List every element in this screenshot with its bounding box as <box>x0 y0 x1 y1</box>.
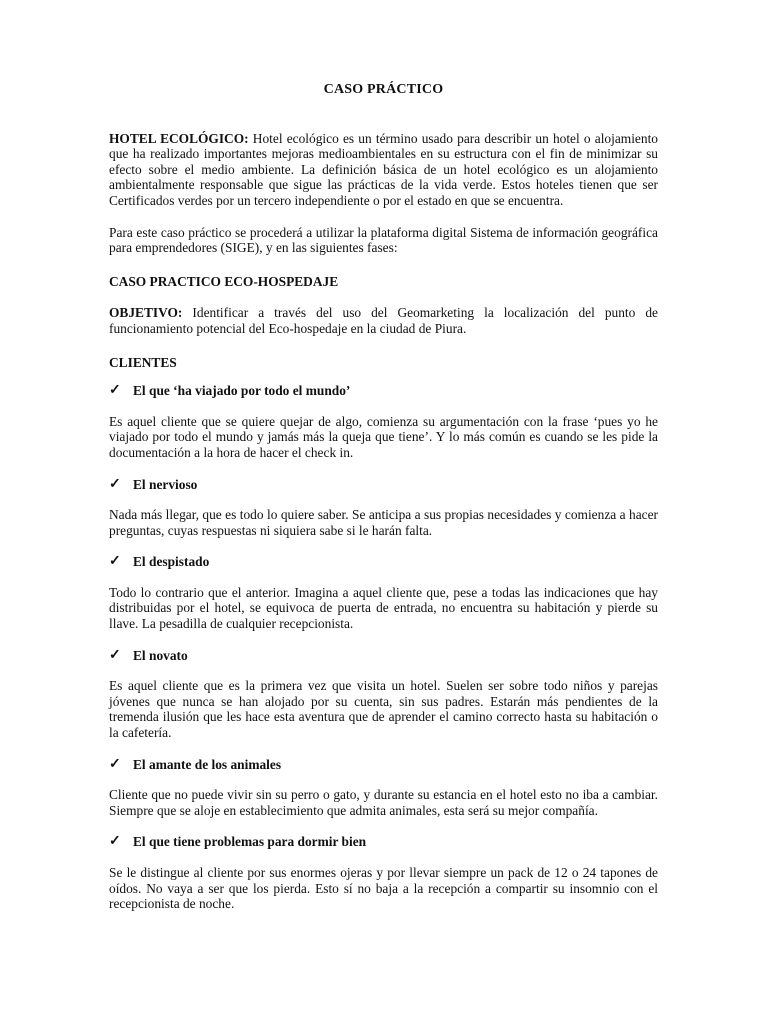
client-item-text: Cliente que no puede vivir sin su perro o gato, y durante su estancia en el hotel esto no iba a cambiar. Siempre que se aloje en establecimiento que admita animales, esta será su mejor compañía. <box>109 787 658 818</box>
intro-lead: HOTEL ECOLÓGICO: <box>109 130 249 146</box>
document-content <box>109 82 658 928</box>
client-item-title: El novato <box>133 647 188 663</box>
objective-paragraph <box>109 305 658 336</box>
client-item <box>109 383 658 460</box>
client-item-text: Todo lo contrario que el anterior. Imagina a aquel cliente que, pese a todas las indicaciones que hay distribuidas por el hotel, se equivoca de puerta de entrada, no encuentra su habitación y pierde su llave. La pesadilla de cualquier recepcionista. <box>109 584 658 632</box>
client-item-title-row <box>109 554 658 570</box>
intro-text: Hotel ecológico es un término usado para describir un hotel o alojamiento que ha realizado importantes mejoras medioambientales en su estructura con el fin de minimizar su efecto sobre el medio ambiente. La definición básica de un hotel ecológico es un alojamiento ambientalmente responsable que sigue las prácticas de la vida verde. Estos hoteles tienen que ser Certificados verdes por un tercero independiente o por el estado en que se encuentra. <box>109 130 658 208</box>
client-item-title-row <box>109 834 658 850</box>
client-item <box>109 477 658 539</box>
client-item <box>109 757 658 819</box>
client-item-title: El que tiene problemas para dormir bien <box>133 834 367 850</box>
client-item-title: El amante de los animales <box>133 756 282 772</box>
check-icon: ✓ <box>109 756 121 772</box>
client-item-title-row <box>109 477 658 493</box>
check-icon: ✓ <box>109 554 121 570</box>
client-item-text: Es aquel cliente que es la primera vez que visita un hotel. Suelen ser sobre todo niños y parejas jóvenes que nunca se han alojado por su cuenta, sin sus padres. Estarán más pendientes de la tremenda ilusión que les hace esta aventura que de aprender el camino correcto hasta su habitación o la cafetería. <box>109 678 658 741</box>
client-item <box>109 648 658 741</box>
section-heading: CASO PRACTICO ECO-HOSPEDAJE <box>109 273 339 289</box>
client-item-text: Se le distingue al cliente por sus enormes ojeras y por llevar siempre un pack de 12 o 24 tapones de oídos. No vaya a ser que los pierda. Esto sí no baja a la recepción a compartir su insomnio con el recepcionista de noche. <box>109 865 658 912</box>
check-icon: ✓ <box>109 834 121 850</box>
client-item-text: Es aquel cliente que se quiere quejar de algo, comienza su argumentación con la frase ‘pues yo he viajado por todo el mundo y jamás más la queja que tiene’. Y lo más común es cuando se les pide la documentación a la hora de hacer el check in. <box>109 413 658 460</box>
client-item-title-row <box>109 648 658 664</box>
intro-paragraph <box>109 131 658 209</box>
objective-text: Identificar a través del uso del Geomarketing la localización del punto de funcionamiento potencial del Eco-hospedaje en la ciudad de Piura. <box>109 305 658 336</box>
client-item-title: El despistado <box>133 554 210 570</box>
client-item-title-row <box>109 383 658 399</box>
client-item <box>109 834 658 911</box>
client-item-title: El nervioso <box>133 476 198 492</box>
client-item-title: El que ‘ha viajado por todo el mundo’ <box>133 383 351 399</box>
check-icon: ✓ <box>109 383 121 399</box>
document-title: CASO PRÁCTICO <box>323 82 444 97</box>
check-icon: ✓ <box>109 476 121 492</box>
client-item-title-row <box>109 757 658 773</box>
client-item-text: Nada más llegar, que es todo lo quiere saber. Se anticipa a sus propias necesidades y comienza a hacer preguntas, cuyas respuestas ni siquiera sabe si le harán falta. <box>109 507 658 538</box>
client-item <box>109 554 658 631</box>
objective-lead: OBJETIVO: <box>109 305 183 321</box>
intro-paragraph-2: Para este caso práctico se procederá a utilizar la plataforma digital Sistema de información geográfica para emprendedores (SIGE), y en las siguientes fases: <box>109 224 658 256</box>
check-icon: ✓ <box>109 647 121 663</box>
clientes-heading: CLIENTES <box>109 354 177 370</box>
